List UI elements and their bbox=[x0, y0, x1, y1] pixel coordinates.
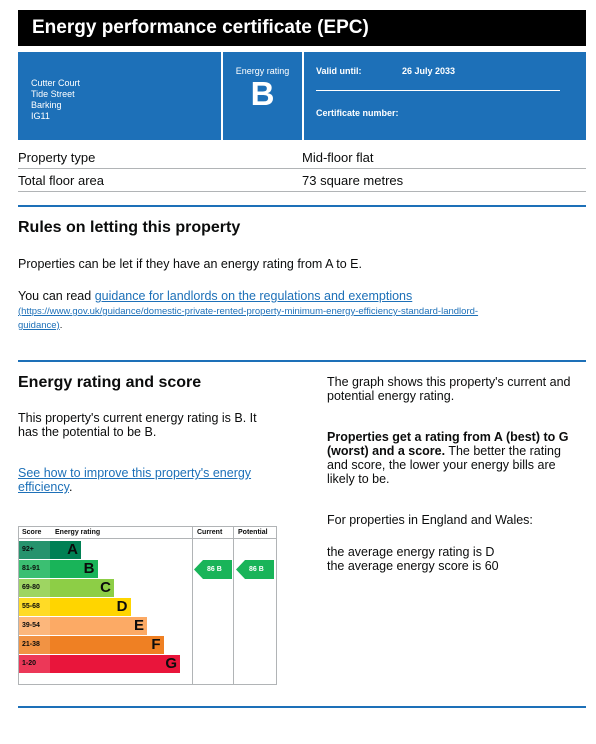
table-row bbox=[18, 146, 586, 169]
band-bar-g bbox=[50, 655, 180, 673]
graph-text-line: potential energy rating. bbox=[327, 389, 455, 403]
address-line: Cutter Court bbox=[31, 78, 81, 88]
divider bbox=[316, 90, 560, 91]
rating-explanation bbox=[327, 430, 589, 486]
address-line: IG11 bbox=[31, 111, 50, 121]
letting-text: Properties can be let if they have an energy rating from A to E. bbox=[18, 257, 362, 271]
band-row-a bbox=[19, 540, 192, 559]
improve-text bbox=[18, 466, 251, 494]
rating-label: Energy rating bbox=[235, 66, 290, 76]
band-score-label: 55-68 bbox=[22, 603, 40, 610]
score-column-header: Score bbox=[22, 529, 42, 536]
valid-until-value: 26 July 2033 bbox=[402, 66, 456, 76]
property-type-label: Property type bbox=[18, 150, 96, 165]
landlord-guidance-url-link-2[interactable]: guidance) bbox=[18, 320, 60, 331]
page-title: Energy performance certificate (EPC) bbox=[18, 10, 586, 46]
section-divider bbox=[18, 706, 586, 708]
rating-box bbox=[223, 52, 302, 140]
band-score-label: 21-38 bbox=[22, 641, 40, 648]
band-bar-b bbox=[50, 560, 98, 578]
potential-column-header: Potential bbox=[238, 529, 268, 536]
certificate-number-label: Certificate number: bbox=[316, 108, 399, 118]
score-heading: Energy rating and score bbox=[18, 374, 202, 391]
band-bar-f bbox=[50, 636, 164, 654]
epc-chart bbox=[18, 526, 277, 685]
rating-explanation-text: The better the rating bbox=[445, 444, 561, 458]
average-rating-text: the average energy rating is D bbox=[327, 545, 495, 559]
averages bbox=[327, 545, 499, 573]
band-row-g bbox=[19, 654, 192, 673]
section-divider bbox=[18, 360, 586, 362]
read-prefix: You can read bbox=[18, 289, 95, 303]
address-box bbox=[18, 52, 221, 140]
band-row-c bbox=[19, 578, 192, 597]
improve-suffix: . bbox=[68, 480, 73, 494]
band-letter-label: G bbox=[165, 655, 177, 672]
rating-letter: B bbox=[250, 75, 275, 112]
average-score-text: the average energy score is 60 bbox=[327, 559, 499, 573]
band-letter-label: E bbox=[133, 617, 144, 634]
band-bar-a bbox=[50, 541, 81, 559]
band-score-label: 39-54 bbox=[22, 622, 40, 629]
letting-heading: Rules on letting this property bbox=[18, 219, 241, 236]
improve-efficiency-link[interactable]: See how to improve this property's energy bbox=[18, 466, 252, 480]
potential-rating-arrow bbox=[236, 560, 274, 579]
section-divider bbox=[18, 205, 586, 207]
current-column-header: Current bbox=[197, 529, 223, 536]
potential-rating-arrow-label: 86 B bbox=[249, 566, 264, 573]
chart-divider bbox=[233, 527, 234, 684]
floor-area-value: 73 square metres bbox=[302, 173, 404, 188]
landlord-guidance-link[interactable]: guidance for landlords on the regulations and exemptions bbox=[94, 289, 413, 303]
band-letter-label: C bbox=[100, 579, 111, 596]
band-letter-label: A bbox=[67, 541, 78, 558]
current-rating-arrow-label: 86 B bbox=[207, 566, 222, 573]
rating-explanation-bold: Properties get a rating from A (best) to G bbox=[327, 430, 569, 444]
landlord-guidance-url-link[interactable]: (https://www.gov.uk/guidance/domestic-private-rented-property-minimum-energy-efficiency-standard-landlord- bbox=[18, 306, 479, 317]
current-rating-text bbox=[18, 411, 257, 439]
band-bar-d bbox=[50, 598, 131, 616]
current-rating-line: has the potential to be B. bbox=[18, 425, 157, 439]
table-row bbox=[18, 169, 586, 192]
band-bar-c bbox=[50, 579, 114, 597]
rating-explanation-text: likely to be. bbox=[327, 472, 390, 486]
rating-column-header: Energy rating bbox=[55, 529, 101, 536]
rating-explanation-bold-2: (worst) and a score. bbox=[327, 444, 446, 458]
band-row-f bbox=[19, 635, 192, 654]
current-rating-arrow bbox=[194, 560, 232, 579]
chart-divider bbox=[192, 527, 193, 684]
address-line: Tide Street bbox=[31, 89, 75, 99]
band-row-d bbox=[19, 597, 192, 616]
band-letter-label: D bbox=[116, 598, 128, 615]
graph-text-line: The graph shows this property's current and bbox=[327, 375, 571, 389]
rating-explanation-text: and score, the lower your energy bills are bbox=[327, 458, 556, 472]
band-score-label: 69-80 bbox=[22, 584, 40, 591]
graph-description bbox=[327, 375, 589, 403]
band-bar-e bbox=[50, 617, 147, 635]
current-rating-line: This property's current energy rating is B. It bbox=[18, 411, 257, 425]
band-score-label: 1-20 bbox=[22, 660, 37, 667]
validity-box bbox=[304, 52, 586, 140]
address-line: Barking bbox=[31, 100, 62, 110]
band-letter-label: B bbox=[83, 560, 95, 577]
band-score-label: 92+ bbox=[22, 546, 34, 553]
england-wales-text: For properties in England and Wales: bbox=[327, 513, 533, 527]
improve-efficiency-link-2[interactable]: efficiency bbox=[18, 480, 69, 494]
floor-area-label: Total floor area bbox=[18, 173, 104, 188]
band-score-label: 81-91 bbox=[22, 565, 40, 572]
property-info-table bbox=[18, 146, 586, 192]
property-type-value: Mid-floor flat bbox=[302, 150, 374, 165]
band-row-b bbox=[19, 559, 192, 578]
link-suffix: . bbox=[59, 320, 63, 331]
valid-until-label: Valid until: bbox=[316, 66, 362, 76]
letting-guidance bbox=[18, 289, 578, 331]
band-row-e bbox=[19, 616, 192, 635]
band-letter-label: F bbox=[151, 636, 161, 653]
